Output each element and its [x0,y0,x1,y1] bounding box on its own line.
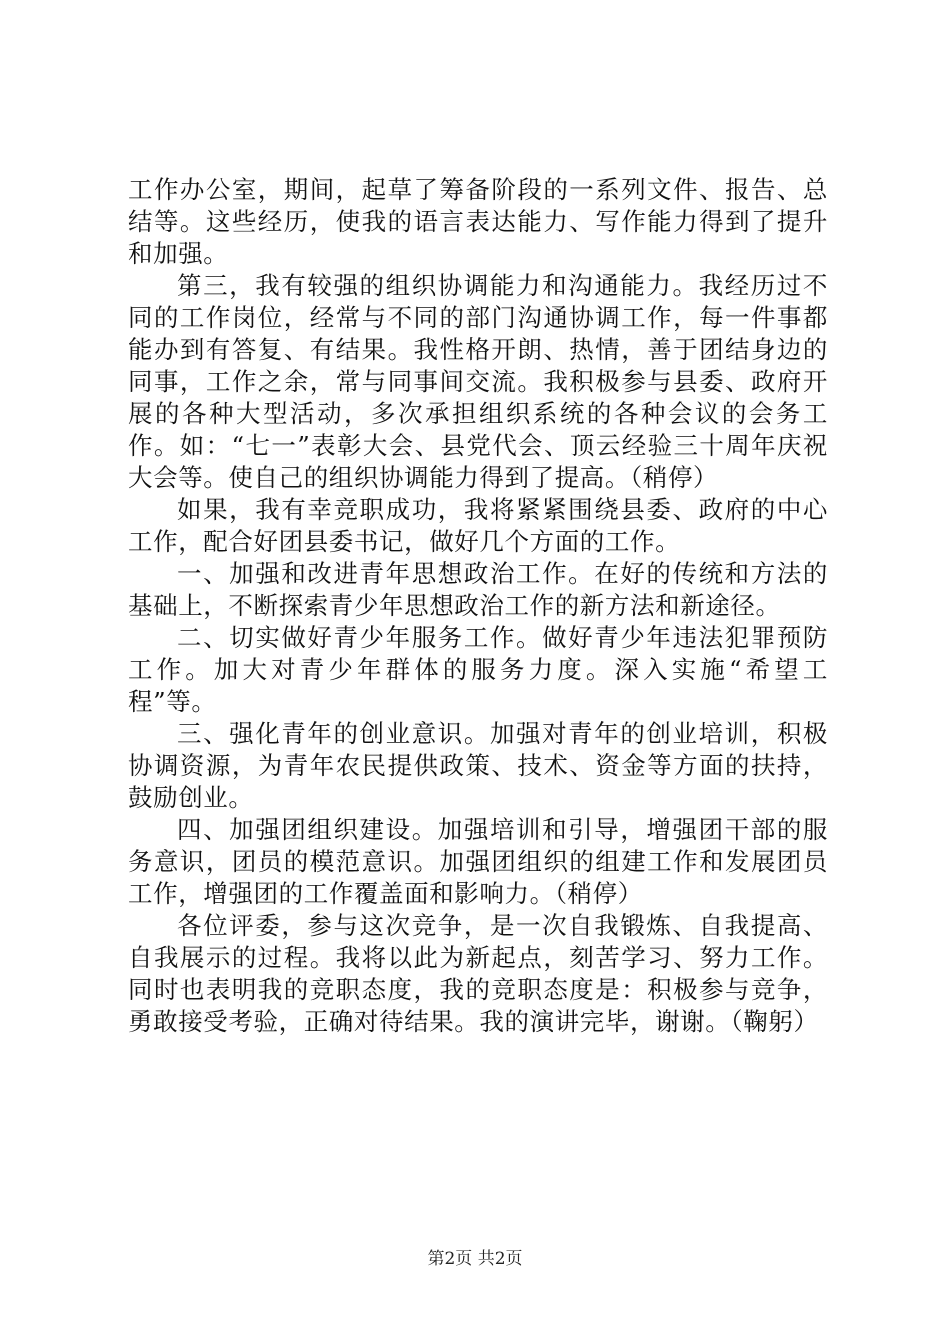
paragraph-item-four: 四、加强团组织建设。加强培训和引导，增强团干部的服务意识，团员的模范意识。加强团组织的组建工作和发展团员工作，增强团的工作覆盖面和影响力。（稍停） [128,815,828,908]
paragraph-if-successful: 如果，我有幸竞职成功，我将紧紧围绕县委、政府的中心工作，配合好团县委书记，做好几个方面的工作。 [128,495,828,556]
paragraph-item-one: 一、加强和改进青年思想政治工作。在好的传统和方法的基础上，不断探索青少年思想政治工作的新方法和新途径。 [128,559,828,620]
paragraph-coordination-ability: 第三，我有较强的组织协调能力和沟通能力。我经历过不同的工作岗位，经常与不同的部门沟通协调工作，每一件事都能办到有答复、有结果。我性格开朗、热情，善于团结身边的同事，工作之余，常与同事间交流。我积极参与县委、政府开展的各种大型活动，多次承担组织系统的各种会议的会务工作。如：“七一”表彰大会、县党代会、顶云经验三十周年庆祝大会等。使自己的组织协调能力得到了提高。（稍停） [128,271,828,492]
document-body [128,174,828,1038]
paragraph-item-three: 三、强化青年的创业意识。加强对青年的创业培训，积极协调资源，为青年农民提供政策、技术、资金等方面的扶持，鼓励创业。 [128,719,828,812]
paragraph-closing: 各位评委，参与这次竞争，是一次自我锻炼、自我提高、自我展示的过程。我将以此为新起点，刻苦学习、努力工作。同时也表明我的竞职态度，我的竞职态度是：积极参与竞争，勇敢接受考验，正确对待结果。我的演讲完毕，谢谢。（鞠躬） [128,911,828,1036]
paragraph-continuation: 工作办公室，期间，起草了筹备阶段的一系列文件、报告、总结等。这些经历，使我的语言表达能力、写作能力得到了提升和加强。 [128,175,828,268]
paragraph-item-two: 二、切实做好青少年服务工作。做好青少年违法犯罪预防工作。加大对青少年群体的服务力度。深入实施“希望工程”等。 [128,623,828,716]
page-number-footer: 第2页 共2页 [427,1249,523,1269]
